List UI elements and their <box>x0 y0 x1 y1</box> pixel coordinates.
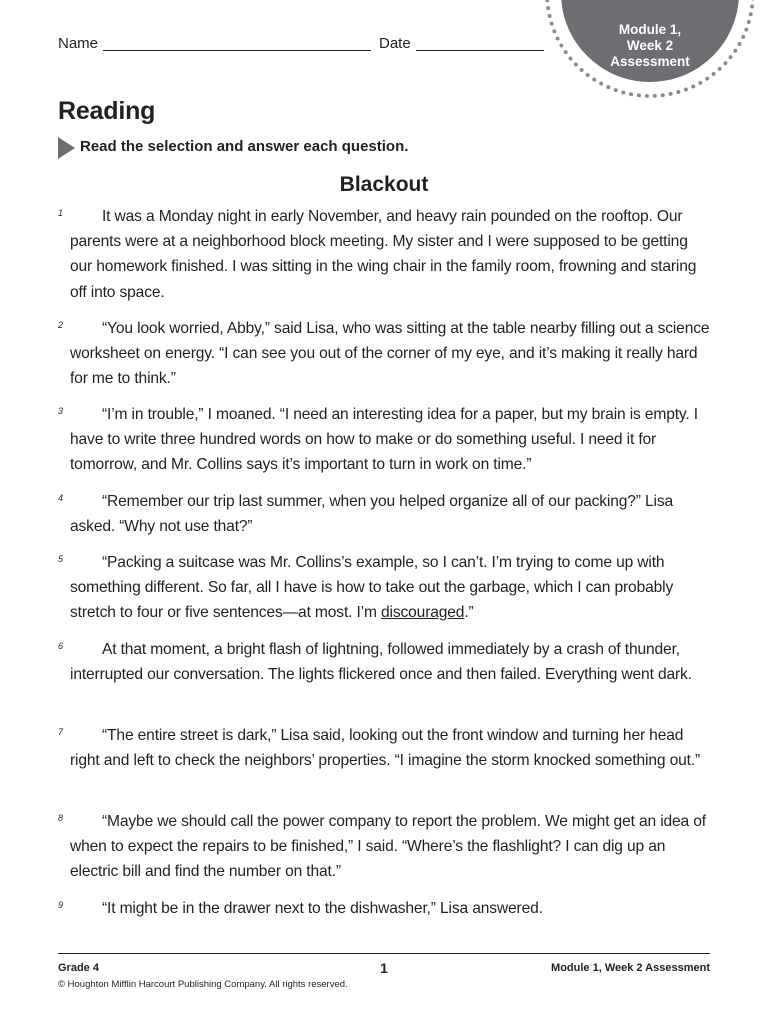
paragraph <box>70 637 710 687</box>
badge-line: Module 1, <box>618 22 682 37</box>
footer-copyright: © Houghton Mifflin Harcourt Publishing Company. All rights reserved. <box>58 979 348 990</box>
paragraph-number: 7 <box>58 727 64 737</box>
name-line <box>103 50 371 51</box>
paragraph-text: “The entire street is dark,” Lisa said, looking out the front window and turning her head right and left to check the neighbors’ properties. “I imagine the storm knocked something out.” <box>70 727 701 770</box>
paragraph-text: “It might be in the drawer next to the dishwasher,” Lisa answered. <box>102 900 543 917</box>
vocab-word: discouraged <box>381 604 465 622</box>
badge-text <box>549 22 751 70</box>
paragraph-text: “Packing a suitcase was Mr. Collins’s example, so I can’t. I’m trying to come up with something different. So far, all I have is how to take out the garbage, which I can probably stretch to four or five sentences—at most. I’m <box>70 554 674 622</box>
page-number: 1 <box>380 960 388 976</box>
paragraph-number: 9 <box>58 900 64 910</box>
assessment-badge <box>545 0 755 98</box>
paragraph-number: 1 <box>58 208 64 218</box>
name-label: Name <box>58 35 99 52</box>
badge-line: Assessment <box>610 54 690 69</box>
story-title: Blackout <box>339 173 429 196</box>
paragraph-text: It was a Monday night in early November, and heavy rain pounded on the rooftop. Our parents were at a neighborhood block meeting. My sister and I were supposed to be getting our homework finished. I was sitting in the wing chair in the family room, frowning and staring off into space. <box>70 208 697 301</box>
date-label: Date <box>379 35 411 52</box>
paragraph-number: 2 <box>58 320 64 330</box>
footer-rule <box>58 953 710 954</box>
paragraph-number: 5 <box>58 554 64 564</box>
paragraph <box>70 723 710 773</box>
paragraph-number: 6 <box>58 641 64 651</box>
paragraph <box>70 550 710 626</box>
paragraph <box>70 489 710 539</box>
instruction: Read the selection and answer each question. <box>80 138 409 155</box>
paragraph-text-end: .” <box>464 604 474 622</box>
paragraph <box>70 402 710 478</box>
paragraph <box>70 204 710 305</box>
paragraph <box>70 896 710 921</box>
section-title: Reading <box>58 97 156 125</box>
paragraph-text: “Maybe we should call the power company to report the problem. We might get an idea of when to expect the repairs to be finished,” I said. “Where’s the flashlight? I can dig up an electric bill and find the number on that.” <box>70 813 706 881</box>
footer-assessment: Module 1, Week 2 Assessment <box>551 962 710 974</box>
paragraph-number: 3 <box>58 406 64 416</box>
paragraph <box>70 316 710 392</box>
date-line <box>416 50 544 51</box>
badge-line: Week 2 <box>626 38 674 53</box>
paragraph-number: 8 <box>58 813 64 823</box>
footer-grade: Grade 4 <box>58 962 99 974</box>
paragraph <box>70 809 710 885</box>
paragraph-number: 4 <box>58 493 64 503</box>
arrow-icon <box>58 137 75 159</box>
paragraph-text: “I’m in trouble,” I moaned. “I need an interesting idea for a paper, but my brain is empty. I have to write three hundred words on how to make or do something useful. I need it for tomorrow, and Mr. Collins says it’s important to turn in work on time.” <box>70 406 698 474</box>
paragraph-text: At that moment, a bright flash of lightning, followed immediately by a crash of thunder, interrupted our conversation. The lights flickered once and then failed. Everything went dark. <box>70 641 692 684</box>
paragraph-text: “You look worried, Abby,” said Lisa, who was sitting at the table nearby filling out a science worksheet on energy. “I can see you out of the corner of my eye, and it’s making it really hard for me to think.” <box>70 320 710 388</box>
paragraph-text: “Remember our trip last summer, when you helped organize all of our packing?” Lisa asked. “Why not use that?” <box>70 493 674 536</box>
